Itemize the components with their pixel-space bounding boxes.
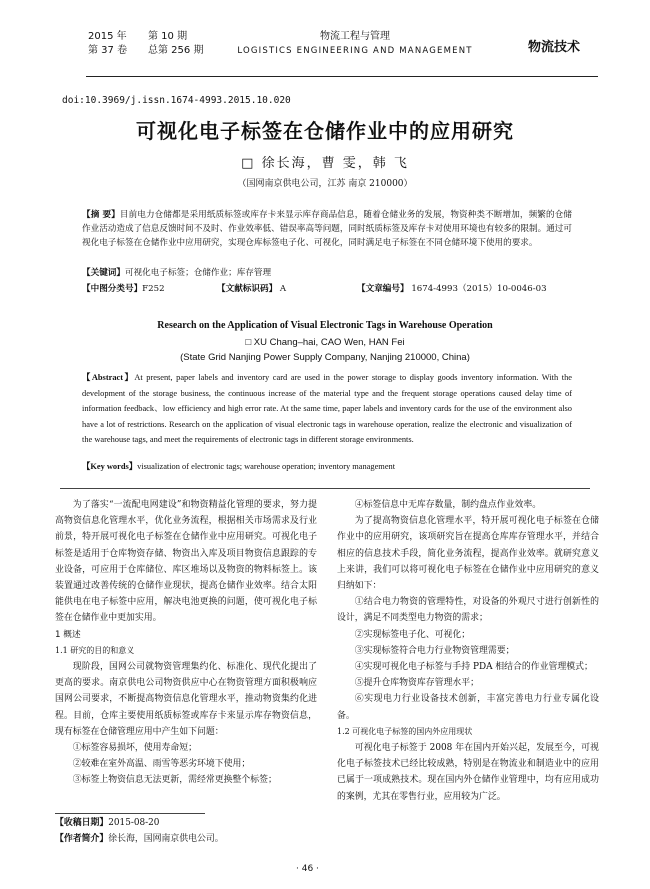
journal-issue-info: [88, 30, 203, 58]
doc-code-value: A: [279, 284, 287, 294]
keywords-zh-label: 【关键词】: [82, 268, 125, 278]
paper-affiliation: （国网南京供电公司，江苏 南京 210000）: [237, 179, 413, 189]
subsection-heading-1-1: 1.1 研究的目的和意义: [55, 645, 135, 655]
page-number: · 46 ·: [296, 864, 319, 874]
received-date-label: 【收稿日期】: [55, 818, 109, 828]
author-bio: 徐长海，国网南京供电公司。: [108, 834, 224, 844]
body-left-column: [55, 497, 317, 789]
intro-paragraph: 为了落实“一流配电网建设”和物资精益化管理的要求，努力提高物资信息化管理水平，优化业务流程，根据相关市场需求及行业前景，特开展可视化电子标签在仓储作业中应用研究。可视化电子标签是适用于仓库物资存储、物资出入库及项目物资信息跟踪的专业设备，可应用于仓库储位、库区堆场以及物资的物料标签上。该装置通过改善传统的仓储作业现状，提高仓储作业效率。结合太阳能供电在电子标签中应用，解决电池更换的问题，使可视化电子标签在仓储作业中更加实用。: [55, 500, 317, 624]
body-paragraph: 现阶段，国网公司就物资管理集约化、标准化、现代化提出了更高的要求。南京供电公司物资供应中心在物资管理方面积极响应国网公司要求，不断提高物资信息化管理水平，推动物资集约化进程。目前，仓库主要使用纸质标签或库存卡来显示库存物资信息，现有标签在仓储管理应用中产生如下问题：: [55, 662, 317, 737]
journal-name-zh: 物流工程与管理: [320, 31, 390, 42]
body-paragraph: 为了提高物资信息化管理水平，特开展可视化电子标签在仓储作业中的应用研究，该项研究旨在提高仓库库存管理水平，并结合相应的信息技术手段，简化业务流程，提高作业效率。就研究意义上来讲，我们可以将可视化电子标签在仓储作业中应用研究的意义归纳如下：: [337, 516, 599, 592]
article-number-label: 【文章编号】: [357, 284, 409, 294]
english-title: Research on the Application of Visual Electronic Tags in Warehouse Operation: [157, 320, 493, 331]
abstract-divider: [60, 488, 590, 489]
header-divider: [86, 76, 598, 77]
list-item: ④标签信息中无库存数量，制约盘点作业效率。: [354, 500, 542, 510]
clc-label: 【中图分类号】: [82, 284, 143, 294]
abstract-en-text: At present, paper labels and inventory card are used in the power storage to display goods inventory information. With the development of the storage business, the continuous increase of the material type and the frequent storage operations caused delay time of information feedback、low efficiency and high error rate. At the same time, paper labels and inventory cards for the use of the environment also have a lot of restrictions. Research on the application of visual electronic tags in warehouse operation, realize the electronic and visualization of the warehouse tags, and meet the requirements of electronic tags in different storage environments.: [82, 373, 572, 444]
issue-number: 第 10 期: [148, 31, 188, 42]
english-authors: □ XU Chang–hai, CAO Wen, HAN Fei: [245, 337, 405, 348]
list-item: ④实现可视化电子标签与手持 PDA 相结合的作业管理模式；: [354, 662, 593, 673]
abstract-en-label: 【Abstract】: [82, 373, 135, 382]
paper-title: 可视化电子标签在仓储作业中的应用研究: [136, 119, 514, 143]
body-right-column: [337, 497, 599, 805]
section-label: 物流技术: [528, 40, 581, 55]
author-bio-label: 【作者简介】: [55, 834, 109, 844]
received-date: 2015-08-20: [108, 818, 160, 828]
list-item: ①结合电力物资的管理特性，对设备的外观尺寸进行创新性的设计，满足不同类型电力物资的需求；: [337, 597, 599, 624]
article-number-value: 1674-4993（2015）10-0046-03: [411, 284, 547, 294]
abstract-en: [82, 370, 572, 448]
doi: doi:10.3969/j.issn.1674-4993.2015.10.020: [62, 95, 291, 106]
total-issue: 总第 256 期: [148, 45, 204, 56]
abstract-zh: [82, 208, 572, 250]
list-item: ②较难在室外高温、雨雪等恶劣环境下使用；: [72, 759, 251, 770]
body-paragraph: 可视化电子标签于 2008 年在国内开始兴起，发展至今，可视化电子标签技术已经比较成熟，特别是在物流业和制造业中的应用已属于一项成熟技术。现在国内外仓储作业管理中，均有应用成功的案例，尤其在零售行业，应用较为广泛。: [337, 743, 599, 802]
keywords-zh: [82, 266, 572, 280]
keywords-zh-text: 可视化电子标签；仓储作业；库存管理: [124, 268, 272, 278]
list-item: ①标签容易损坏，使用寿命短；: [72, 743, 198, 754]
list-item: ⑥实现电力行业设备技术创新，丰富完善电力行业专属化设备。: [337, 694, 599, 721]
keywords-en: [82, 460, 572, 474]
footnotes: [55, 815, 335, 847]
volume-number: 第 37 卷: [88, 45, 128, 56]
clc-value: F252: [142, 284, 165, 294]
abstract-zh-text: 目前电力仓储都是采用纸质标签或库存卡来显示库存商品信息，随着仓储业务的发展，物资种类不断增加，频繁的仓储作业活动造成了信息反馈时间不及时、作业效率低、错误率高等问题，同时纸质标签及库存卡对使用环境也有较多的限制。通过可视化电子标签在仓储作业中应用研究，实现仓库标签电子化、可视化，同时满足电子标签在不同仓储环境下使用的要求。: [82, 210, 572, 248]
list-item: ⑤提升仓库物资库存管理水平；: [354, 678, 480, 689]
list-item: ③标签上物资信息无法更新，需经常更换整个标签；: [72, 775, 277, 786]
list-item: ②实现标签电子化、可视化；: [354, 629, 471, 640]
paper-authors: □ 徐长海，曹 雯，韩 飞: [241, 156, 409, 171]
journal-name-en: LOGISTICS ENGINEERING AND MANAGEMENT: [237, 46, 473, 56]
abstract-zh-label: 【摘 要】: [82, 210, 120, 220]
footnote-divider: [55, 813, 205, 814]
keywords-en-label: 【Key words】: [82, 462, 138, 471]
issue-year: 2015 年: [88, 31, 127, 42]
section-heading-1: 1 概述: [55, 629, 81, 640]
keywords-en-text: visualization of electronic tags; warehouse operation; inventory management: [137, 462, 396, 471]
list-item: ③实现标签符合电力行业物资管理需要；: [354, 645, 515, 656]
doc-code-label: 【文献标识码】: [217, 284, 278, 294]
subsection-heading-1-2: 1.2 可视化电子标签的国内外应用现状: [337, 726, 473, 736]
english-affiliation: (State Grid Nanjing Power Supply Company, Nanjing 210000, China): [180, 352, 470, 363]
journal-name: [210, 30, 500, 58]
